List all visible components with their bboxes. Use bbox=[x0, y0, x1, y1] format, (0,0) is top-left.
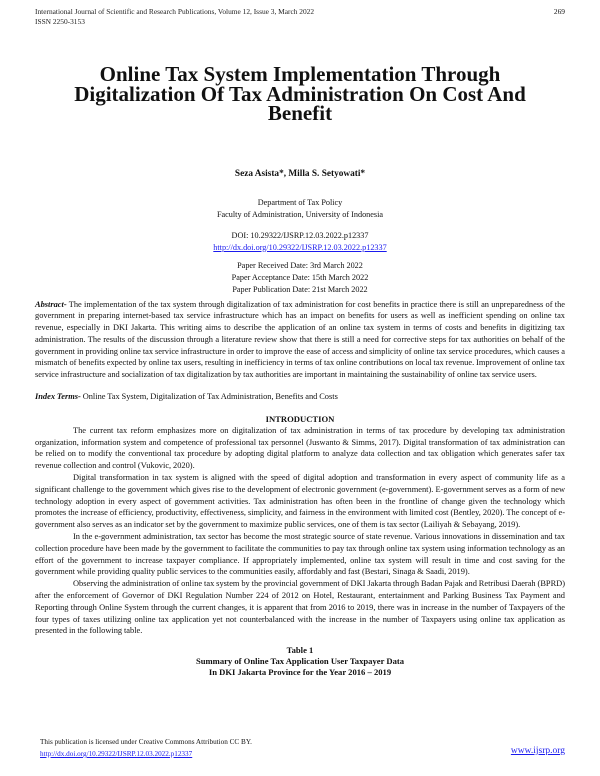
authors: Seza Asista*, Milla S. Setyowati* bbox=[234, 168, 366, 179]
journal-name: International Journal of Scientific and Research Publications, Volume 12, Issue 3, March 2022 bbox=[35, 7, 315, 16]
publication-date: Paper Publication Date: 21st March 2022 bbox=[232, 284, 368, 294]
table-caption bbox=[35, 645, 565, 678]
index-terms-text: Online Tax System, Digitalization of Tax Administration, Benefits and Costs bbox=[80, 392, 338, 402]
page-number: 269 bbox=[553, 7, 565, 16]
affiliation bbox=[40, 197, 560, 221]
abstract-label: Abstract- bbox=[35, 299, 67, 309]
table-label: Table 1 bbox=[286, 645, 314, 656]
paragraph: The current tax reform emphasizes more on digitalization of tax administration in terms of tax procedure by developing tax administration organization, information system and competence of professional tax personnel (Juswanto & Simms, 2017). Digital transformation of tax administration can be relied on to modify the conventional tax procedure by adopting digital platform to analyze data collection and tax obligation which generates safer tax revenue collection and control (Vukovic, 2020). bbox=[35, 425, 565, 471]
paper-dates bbox=[40, 260, 560, 296]
faculty: Faculty of Administration, University of Indonesia bbox=[216, 209, 383, 219]
running-header bbox=[35, 7, 600, 27]
introduction-body bbox=[35, 425, 565, 637]
journal-website-link[interactable]: www.ijsrp.org bbox=[510, 746, 565, 756]
doi-block bbox=[40, 230, 560, 254]
doi-text: DOI: 10.29322/IJSRP.12.03.2022.p12337 bbox=[231, 230, 369, 240]
paragraph: In the e-government administration, tax sector has become the most strategic source of state revenue. Various innovations in dissemination and tax collection procedure have been made by the government to facilitate the communities to pay tax through online tax system using information technology as an effort of the government to increase taxpayer compliance. If appropriately implemented, online tax system will result in time and cost saving for the government while providing quality public services to the communities easily, affordably and fast (Bestari, Sinaga & Saadi, 2019). bbox=[35, 532, 565, 577]
paper-title: Online Tax System Implementation Through Digitalization Of Tax Administration On Cost And Benefit bbox=[74, 62, 526, 125]
paragraph: Digital transformation in tax system is aligned with the speed of digital adoption and transformation in every aspect of community life as a significant challenge to the government which gives rise to the development of electronic government (e-government). E-government serves as a form of new technology adoption in every aspect of government activities. Tax administration has often been in the frontline of change given the technology which promotes the increase of efficiency, productivity, effectiveness, simplicity, and fairness in the environment with limited cost (Bentley, 2020). The concept of e-government also serves as an indicator set by the government to maximize public services, one of them is tax sector (Lailiyah & Sebayang, 2019). bbox=[35, 473, 565, 530]
footer bbox=[40, 736, 252, 760]
footer-doi-link[interactable]: http://dx.doi.org/10.29322/IJSRP.12.03.2022.p12337 bbox=[40, 750, 193, 758]
table-title-line2: In DKI Jakarta Province for the Year 2016 – 2019 bbox=[208, 667, 392, 678]
abstract-text: The implementation of the tax system through digitalization of tax administration for cost benefits in practice there is still an unpreparedness of the government in preparing internet-based tax service infrastructure which has an impact on benefits for users as well as inefficient spending on online tax revenue, especially in DKI Jakarta. This writing aims to describe the application of an online tax system in terms of costs and benefits in digitizing tax administration. The results of the discussion through a literature review show that there is still a need for corrective steps for tax authorities on behalf of the government in providing online tax service infrastructure in order to improve the ease of access and simplicity of online tax service procedures, which causes a mismatch of benefits expected by online tax users, resulting in inefficiency in terms of tax online contributions on local tax revenue. Improvement of online tax service infrastructure and socialization of tax digitalization by tax authorities are important in maintaining the sustainability of online tax service users. bbox=[35, 299, 565, 380]
received-date: Paper Received Date: 3rd March 2022 bbox=[237, 260, 363, 270]
table-title-line1: Summary of Online Tax Application User Taxpayer Data bbox=[195, 656, 405, 667]
paragraph: Observing the administration of online tax system by the provincial government of DKI Jakarta through Badan Pajak and Retribusi Daerah (BPRD) after the enforcement of Governor of DKI Regulation Number 224 of 2012 on Hotel, Restaurant, entertainment and Parking Business Tax Payment and Reporting through Online System through the current changes, it is apparent that from 2016 to 2019, there was in increase in the number of Taxpayers of the four types of taxes utilizing online tax application yet not counterbalanced with the increase in the number of Taxpayers using online tax application as presented in the following table. bbox=[35, 579, 565, 636]
index-terms-label: Index Terms- bbox=[35, 392, 81, 402]
index-terms bbox=[35, 391, 565, 403]
acceptance-date: Paper Acceptance Date: 15th March 2022 bbox=[231, 272, 369, 282]
department: Department of Tax Policy bbox=[257, 197, 343, 207]
introduction-heading: INTRODUCTION bbox=[265, 413, 335, 424]
license-text: This publication is licensed under Creative Commons Attribution CC BY. bbox=[40, 738, 252, 746]
issn: ISSN 2250-3153 bbox=[35, 17, 85, 26]
doi-link[interactable]: http://dx.doi.org/10.29322/IJSRP.12.03.2022.p12337 bbox=[213, 242, 387, 252]
abstract bbox=[35, 299, 565, 382]
